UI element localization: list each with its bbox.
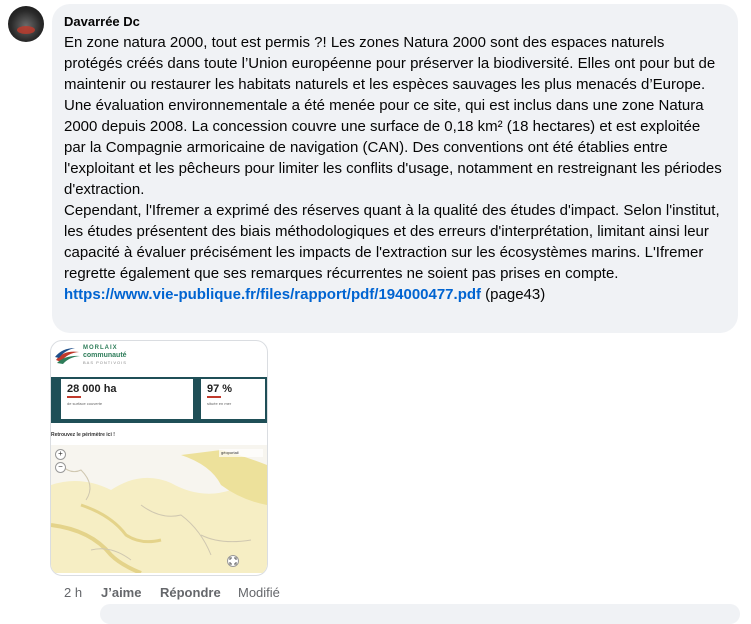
comment-body: En zone natura 2000, tout est permis ?! Les zones Natura 2000 sont des espaces naturels protégés créés dans toute l’Union européenne pour préserver la biodiversité. Elles ont pour but de maintenir ou restaurer les habitats naturels et les espèces sauvages les plus menacés d’Europe. Une évaluation environnementale a été menée pour ce site, qui est inclus dans une zone Natura 2000 depuis 2008. La concession couvre une surface de 0,18 km² (18 hectares) et est exploitée par la Compagnie armoricaine de navigation (CAN). Des conventions ont été établies entre l'exploitant et les pêcheurs pour limiter les conflits d'usage, notamment en restreignant les périodes d'extraction. Cependant, l'Ifremer a exprimé des réserves quant à la qualité des études d'impact. Selon l'institut, les études présentent des biais méthodologiques et des erreurs d'interprétation, limitant ainsi leur capacité à évaluer précisément les impacts de l'extraction sur les écosystèmes marins. L'Ifremer regrette également que ses remarques récurrentes ne soient pas prises en compte. (64, 34, 722, 282)
map-brand: géoportail (221, 450, 239, 455)
stat2-label: située en mer (207, 401, 232, 406)
morlaix-logo-icon (55, 348, 81, 364)
author-avatar[interactable] (8, 6, 44, 42)
logo-line1: MORLAIX (83, 345, 118, 351)
link-suffix: (page43) (481, 286, 546, 303)
zoom-in-button[interactable]: + (55, 449, 66, 460)
attachment-header (51, 341, 267, 378)
edited-label[interactable]: Modifié (238, 585, 280, 600)
logo-line3: BAS PONTIVOIS (83, 360, 127, 365)
zoom-out-button[interactable]: − (55, 462, 66, 473)
stat2-underline (207, 396, 221, 398)
map-preview (51, 445, 267, 573)
fullscreen-icon[interactable] (227, 555, 239, 567)
comment-link-line (64, 284, 726, 305)
reply-button[interactable]: Répondre (160, 585, 221, 600)
stat1-value: 28 000 ha (67, 383, 117, 395)
stat-card-sea (201, 379, 265, 419)
stat1-underline (67, 396, 81, 398)
perimeter-label: Retrouvez le périmètre ici ! (51, 432, 115, 438)
stats-banner (51, 377, 267, 423)
next-comment-bubble (100, 604, 740, 624)
stat1-label: de surface couverte (67, 401, 103, 406)
stat-card-surface (61, 379, 193, 419)
like-button[interactable]: J’aime (101, 585, 142, 600)
comment-time[interactable]: 2 h (64, 585, 83, 600)
avatar-glow (17, 26, 35, 34)
logo-line2: communauté (83, 352, 127, 359)
comment-bubble (52, 4, 738, 333)
attachment-image[interactable] (50, 340, 268, 576)
map-graphic (51, 445, 267, 573)
comment-actions (0, 582, 751, 604)
report-link[interactable]: https://www.vie-publique.fr/files/rapport/pdf/194000477.pdf (64, 286, 482, 303)
stat2-value: 97 % (207, 383, 233, 395)
comment-author[interactable]: Davarrée Dc (64, 14, 140, 29)
